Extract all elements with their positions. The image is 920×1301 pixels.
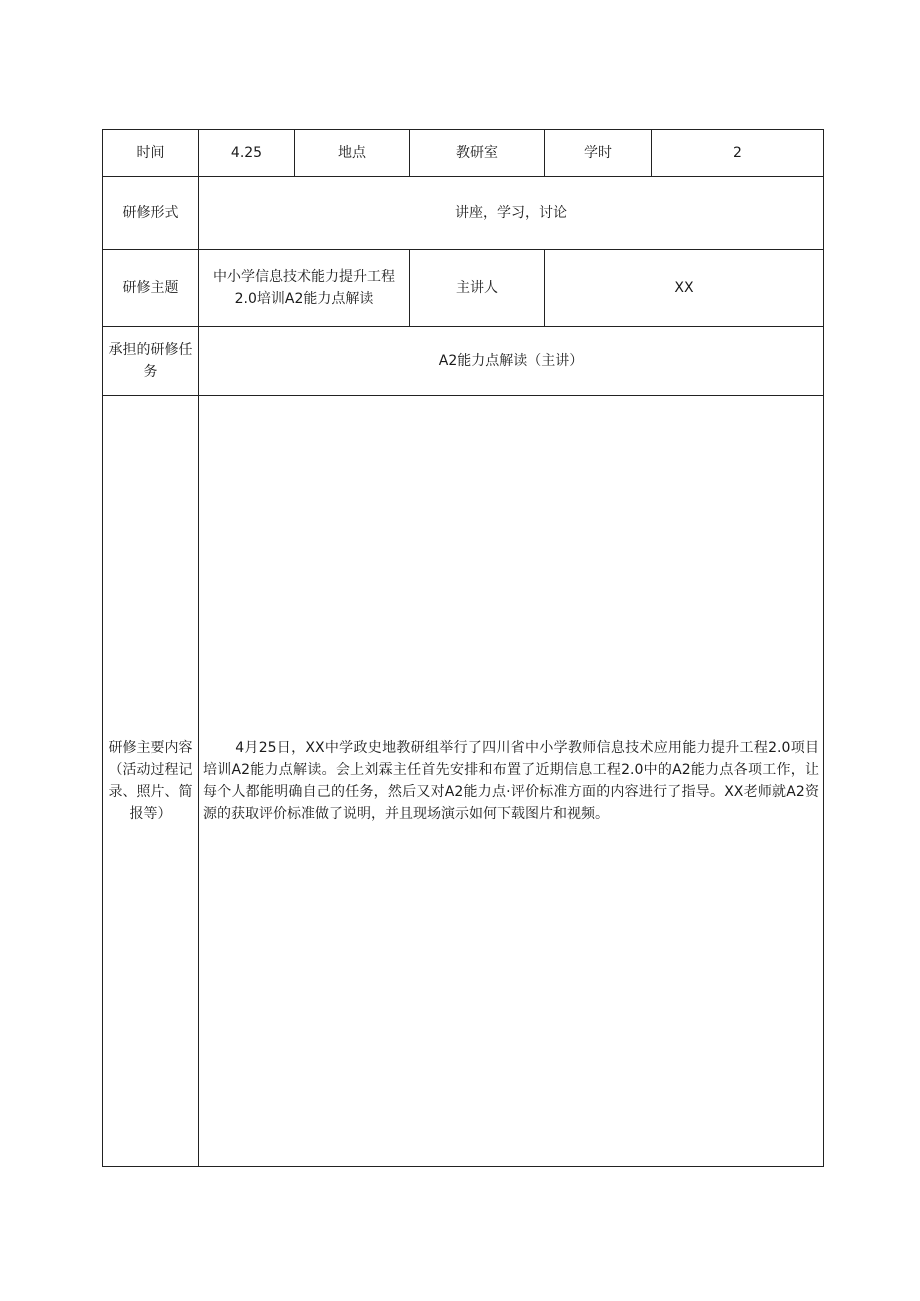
- content-value: 4月25日，XX中学政史地教研组举行了四川省中小学教师信息技术应用能力提升工程2.0项目培训A2能力点解读。会上刘霖主任首先安排和布置了近期信息工程2.0中的A2能力点各项工作，让每个人都能明确自己的任务，然后又对A2能力点·评价标准方面的内容进行了指导。XX老师就A2资源的获取评价标准做了说明，并且现场演示如何下载图片和视频。: [203, 740, 819, 822]
- task-value: A2能力点解读（主讲）: [199, 327, 824, 396]
- content-label: 研修主要内容（活动过程记录、照片、简报等）: [103, 396, 199, 1167]
- hours-value: 2: [652, 130, 824, 177]
- table-row-theme: [103, 250, 824, 327]
- time-label: 时间: [103, 130, 199, 177]
- content-cell: [199, 396, 824, 1167]
- training-record-sheet: [102, 129, 823, 1166]
- table-row-format: [103, 177, 824, 250]
- place-value: 教研室: [410, 130, 545, 177]
- table-row-time: [103, 130, 824, 177]
- hours-label: 学时: [545, 130, 652, 177]
- place-label: 地点: [295, 130, 410, 177]
- format-value: 讲座，学习，讨论: [199, 177, 824, 250]
- speaker-label: 主讲人: [410, 250, 545, 327]
- table-row-task: [103, 327, 824, 396]
- time-value: 4.25: [199, 130, 295, 177]
- table-row-content: [103, 396, 824, 1167]
- speaker-value: XX: [545, 250, 824, 327]
- format-label: 研修形式: [103, 177, 199, 250]
- theme-label: 研修主题: [103, 250, 199, 327]
- theme-value: 中小学信息技术能力提升工程2.0培训A2能力点解读: [199, 250, 410, 327]
- training-record-table: [102, 129, 824, 1167]
- task-label: 承担的研修任务: [103, 327, 199, 396]
